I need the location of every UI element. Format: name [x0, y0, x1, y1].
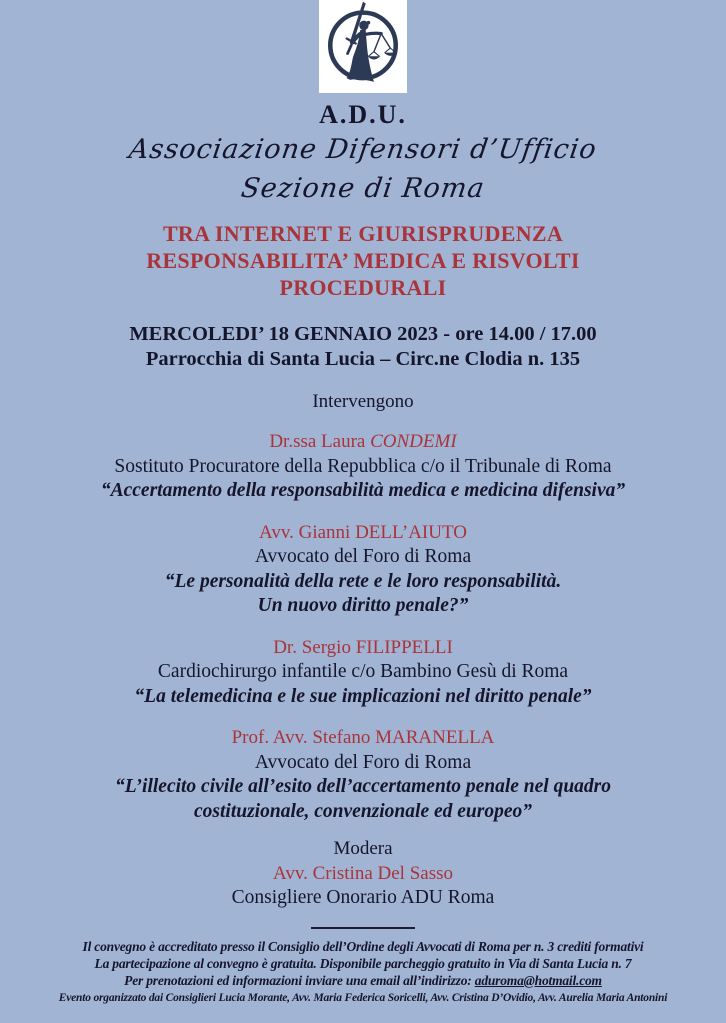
email-link[interactable]: aduroma@hotmail.com: [474, 972, 602, 988]
speaker-name: [0, 430, 726, 455]
speaker-block: [0, 636, 726, 710]
footer-participation: La partecipazione al convegno è gratuita. Disponibile parcheggio gratuito in Via di Santa Lucia n. 7: [94, 955, 632, 971]
speaker-role: Cardiochirurgo infantile c/o Bambino Gesù di Roma: [157, 661, 569, 682]
speaker-talk-title: “Accertamento della responsabilità medica e medicina difensiva”: [100, 480, 626, 501]
speaker-name: [0, 636, 726, 661]
event-title-line-2: RESPONSABILITA’ MEDICA E RISVOLTI: [146, 248, 580, 273]
speaker-surname-italic: CONDEMI: [370, 431, 457, 452]
event-title-line-1: TRA INTERNET E GIURISPRUDENZA: [162, 221, 564, 246]
event-title: [0, 220, 726, 301]
logo-box: [319, 0, 407, 93]
speaker-role: Avvocato del Foro di Roma: [254, 751, 472, 773]
separator-line: [311, 927, 415, 929]
speaker-talk-title: Un nuovo diritto penale?”: [257, 595, 469, 616]
footer-contact: [0, 972, 726, 989]
speaker-talk-title: “La telemedicina e le sue implicazioni nel diritto penale”: [134, 685, 592, 707]
org-section: Sezione di Roma: [239, 173, 487, 204]
event-title-line-3: PROCEDURALI: [279, 275, 447, 300]
speaker-name-text: Dr.ssa Laura: [269, 431, 371, 452]
speaker-role: Sostituto Procuratore della Repubblica c/o il Tribunale di Roma: [114, 455, 612, 477]
lady-justice-logo: [323, 1, 403, 92]
speaker-role: Avvocato del Foro di Roma: [254, 546, 472, 567]
event-when-where: [0, 322, 726, 372]
speaker-block: [0, 430, 726, 504]
speaker-name-text: Avv. Gianni DELL’AIUTO: [259, 521, 467, 543]
speaker-name-text: Prof. Avv. Stefano MARANELLA: [231, 727, 495, 748]
org-abbreviation: A.D.U.: [319, 100, 407, 129]
event-venue: Parrocchia di Santa Lucia – Circ.ne Clodia n. 135: [145, 348, 581, 370]
speaker-block: [0, 521, 726, 619]
moderator-role: Consigliere Onorario ADU Roma: [231, 887, 495, 908]
speaker-talk-title: “L’illecito civile all’esito dell’accertamento penale nel quadro: [114, 776, 612, 797]
footer-accreditation: Il convegno è accreditato presso il Consiglio dell’Ordine degli Avvocati di Roma per n. 3 crediti formativi: [82, 938, 644, 954]
speaker-talk-title: costituzionale, convenzionale ed europeo”: [194, 800, 532, 822]
event-datetime: MERCOLEDI’ 18 GENNAIO 2023 - ore 14.00 / 17.00: [129, 323, 597, 345]
speaker-name: [0, 521, 726, 546]
moderator-block: [0, 837, 726, 911]
speaker-name: [0, 726, 726, 751]
speaker-block: [0, 726, 726, 824]
moderator-name: Avv. Cristina Del Sasso: [273, 862, 453, 884]
moderator-heading: Modera: [333, 838, 393, 859]
footer-organizers: Evento organizzato dai Consiglieri Lucia Morante, Avv. Maria Federica Soricelli, Avv. Cristina D’Ovidio, Avv. Aurelia Maria Antonini: [58, 991, 668, 1004]
org-association-name: Associazione Difensori d’Ufficio: [127, 134, 599, 165]
footer-contact-text: Per prenotazioni ed informazioni inviare una email all’indirizzo:: [124, 972, 475, 988]
footer-notes: [0, 938, 726, 1006]
speakers-heading: Intervengono: [312, 391, 414, 412]
speaker-talk-title: “Le personalità della rete e le loro responsabilità.: [164, 570, 562, 592]
speaker-name-text: Dr. Sergio FILIPPELLI: [273, 636, 453, 658]
